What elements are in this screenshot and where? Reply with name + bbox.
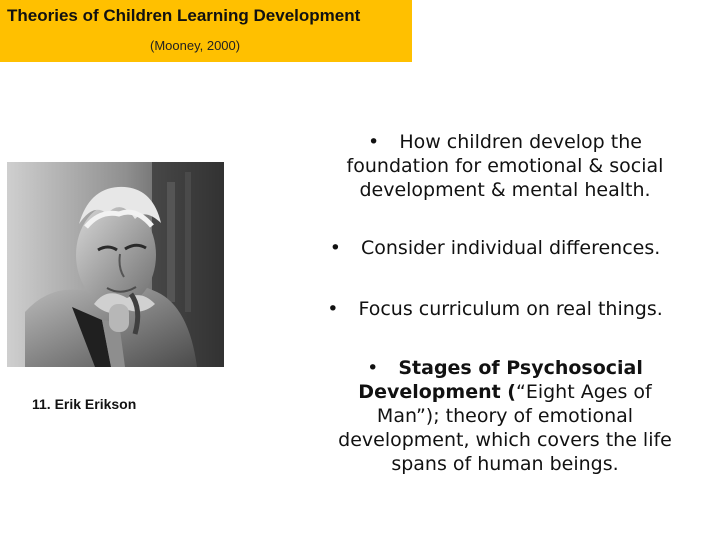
bullet-item <box>320 130 690 202</box>
portrait-image <box>7 162 224 367</box>
bullet-marker: • <box>367 357 379 379</box>
bullet-item <box>305 297 685 321</box>
bullet-text: Focus curriculum on real things. <box>358 298 663 320</box>
bullet-marker: • <box>368 131 380 153</box>
slide-title: Theories of Children Learning Development <box>7 6 361 25</box>
citation: (Mooney, 2000) <box>150 38 241 53</box>
bullet-marker: • <box>327 298 339 320</box>
bullet-text: “Eight Ages of Man”); theory of emotional development, which covers the life spans of human beings. <box>338 381 672 475</box>
bullet-marker: • <box>329 237 341 259</box>
erik-erikson-photo <box>7 162 224 367</box>
bullet-strong-text: Stages of Psychosocial Development ( <box>358 357 643 403</box>
photo-caption: 11. Erik Erikson <box>32 396 137 412</box>
title-banner <box>0 0 412 62</box>
bullet-text: How children develop the foundation for emotional & social development & mental health. <box>346 131 664 201</box>
bullet-item <box>325 356 685 476</box>
bullet-item <box>305 236 685 260</box>
bullet-text: Consider individual differences. <box>360 237 661 259</box>
